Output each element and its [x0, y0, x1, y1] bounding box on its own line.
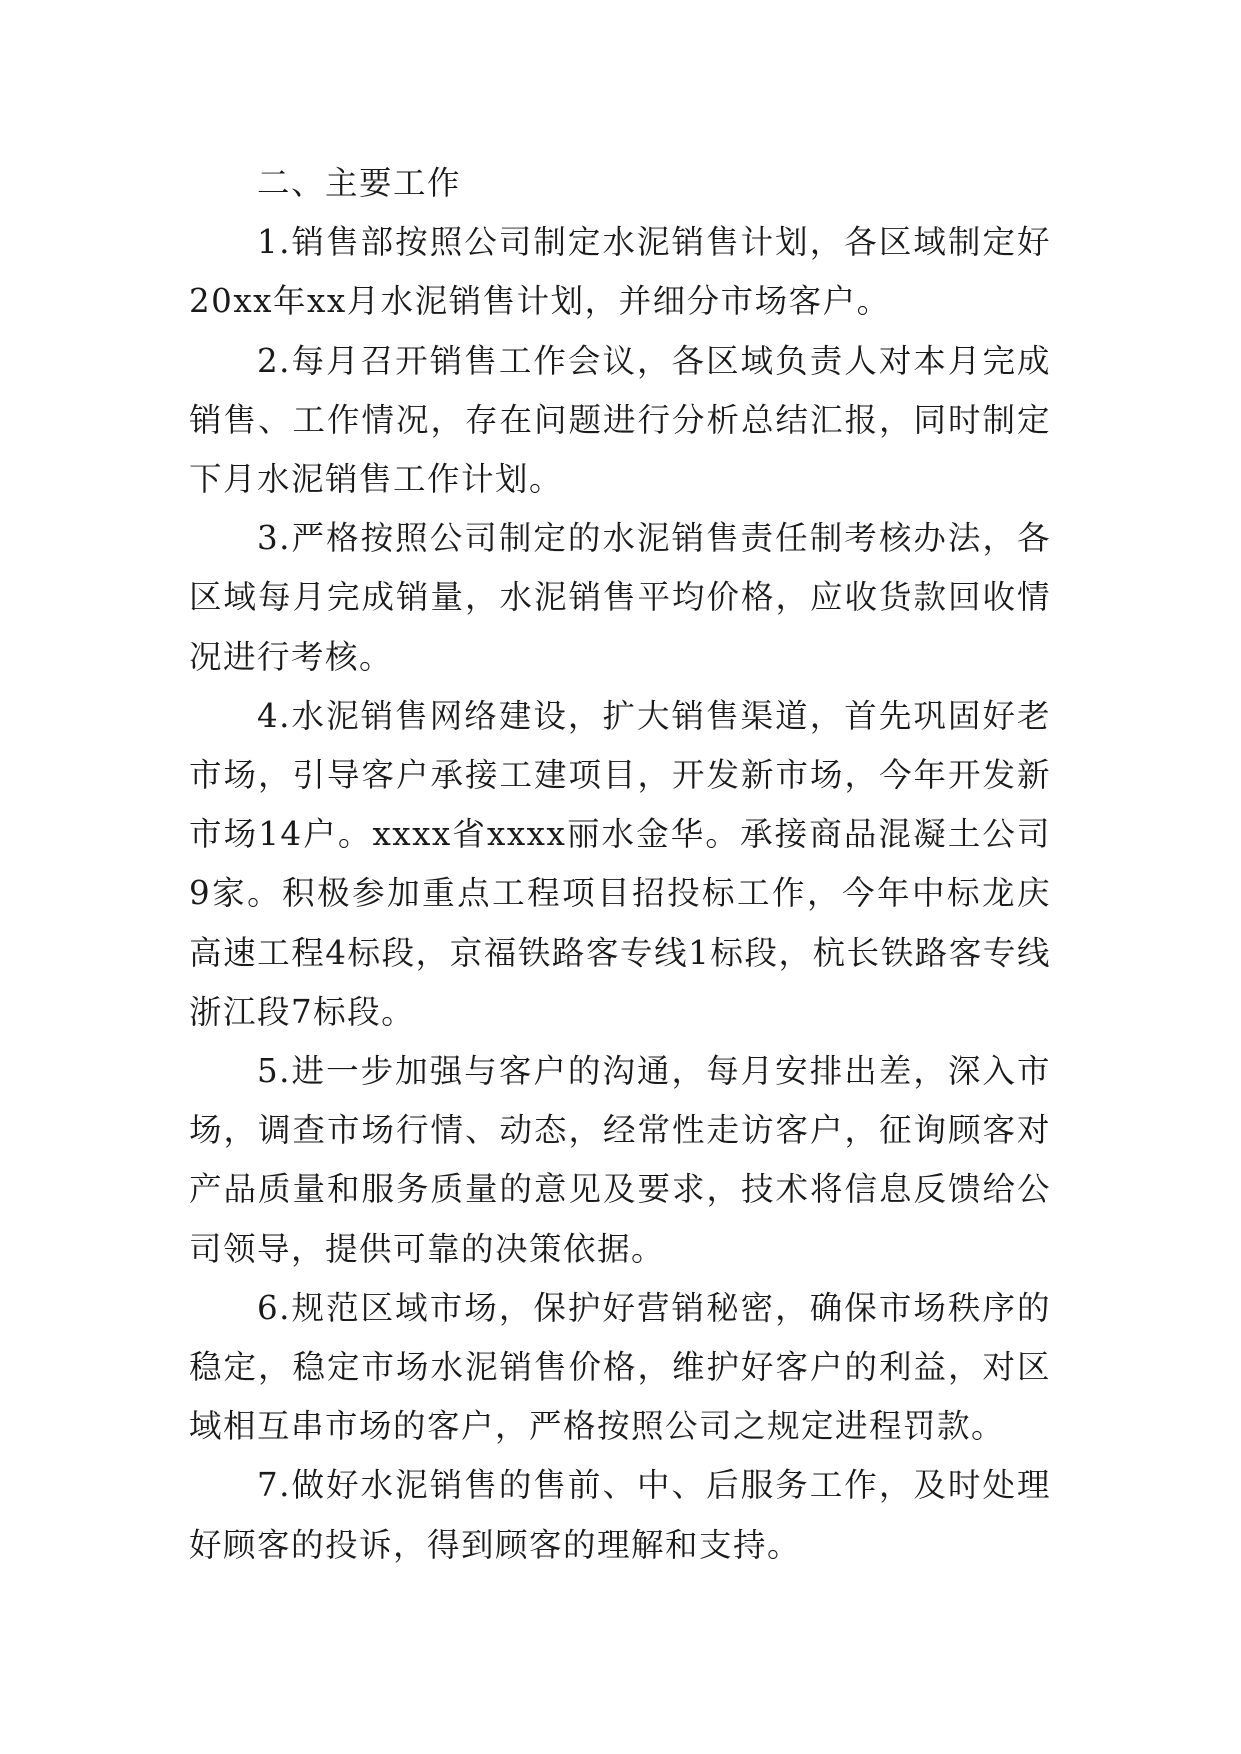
- section-heading: 二、主要工作: [257, 164, 462, 202]
- paragraph-7: 7.做好水泥销售的售前、中、后服务工作，及时处理好顾客的投诉，得到顾客的理解和支持。: [189, 1466, 1051, 1564]
- paragraph-1: 1.销售部按照公司制定水泥销售计划，各区域制定好20xx年xx月水泥销售计划，并细分市场客户。: [189, 223, 1051, 321]
- paragraph-6: 6.规范区域市场，保护好营销秘密，确保市场秩序的稳定，稳定市场水泥销售价格，维护好客户的利益，对区域相互串市场的客户，严格按照公司之规定进程罚款。: [189, 1288, 1051, 1446]
- paragraph-4: 4.水泥销售网络建设，扩大销售渠道，首先巩固好老市场，引导客户承接工建项目，开发新市场，今年开发新市场14户。xxxx省xxxx丽水金华。承接商品混凝土公司9家。积极参加重点工程项目招投标工作，今年中标龙庆高速工程4标段，京福铁路客专线1标段，杭长铁路客专线浙江段7标段。: [189, 696, 1051, 1031]
- paragraph-2: 2.每月召开销售工作会议，各区域负责人对本月完成销售、工作情况，存在问题进行分析总结汇报，同时制定下月水泥销售工作计划。: [189, 341, 1051, 499]
- paragraph-5: 5.进一步加强与客户的沟通，每月安排出差，深入市场，调查市场行情、动态，经常性走访客户，征询顾客对产品质量和服务质量的意见及要求，技术将信息反馈给公司领导，提供可靠的决策依据。: [189, 1052, 1051, 1268]
- paragraph-3: 3.严格按照公司制定的水泥销售责任制考核办法，各区域每月完成销量，水泥销售平均价格，应收货款回收情况进行考核。: [189, 519, 1051, 676]
- document-body: [189, 154, 1051, 1575]
